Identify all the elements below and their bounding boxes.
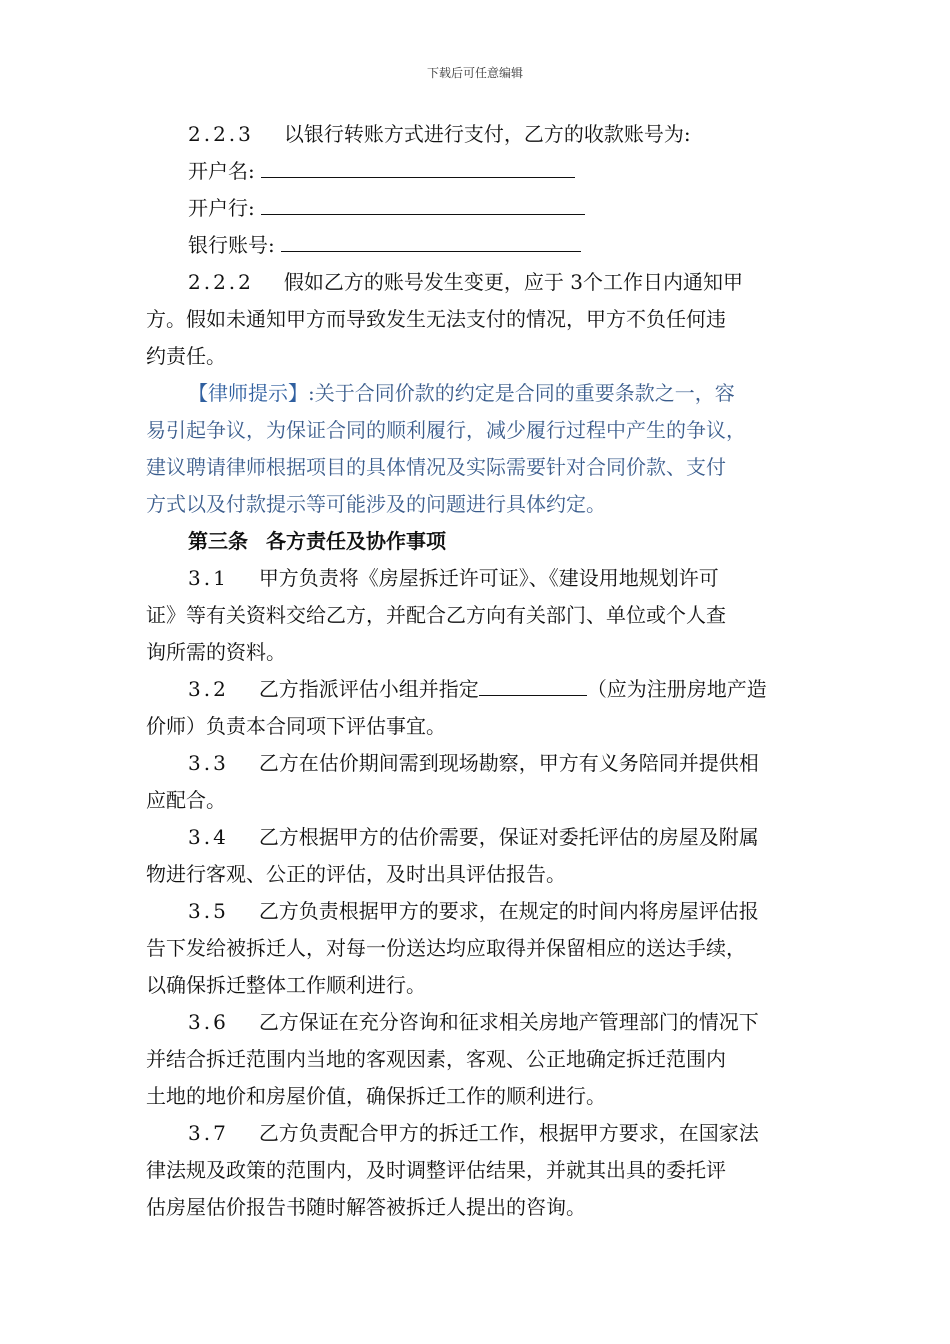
lawyer-tip-label: 【律师提示】 <box>188 381 308 405</box>
lawyer-tip <box>146 375 818 412</box>
bank-blank <box>261 190 585 215</box>
appraiser-blank <box>479 671 587 696</box>
clause-number: 3.2 <box>188 677 229 701</box>
clause-line: 乙方根据甲方的估价需要，保证对委托评估的房屋及附属 <box>258 825 759 849</box>
clause-line: 价师）负责本合同项下评估事宜。 <box>146 714 446 738</box>
clause-text: 以银行转账方式进行支付，乙方的收款账号为: <box>283 122 691 146</box>
clause-line: 乙方负责根据甲方的要求，在规定的时间内将房屋评估报 <box>258 899 759 923</box>
page-header: 下载后可任意编辑 <box>426 66 523 80</box>
article-3-heading <box>146 523 818 560</box>
clause-line: 乙方保证在充分咨询和征求相关房地产管理部门的情况下 <box>258 1010 759 1034</box>
clause-3-7 <box>146 1115 818 1152</box>
account-number-row <box>146 227 818 264</box>
account-name-blank <box>261 153 575 178</box>
clause-line: 应配合。 <box>146 788 226 812</box>
field-label: 银行账号: <box>188 233 275 257</box>
clause-line: 律法规及政策的范围内，及时调整评估结果，并就其出具的委托评 <box>146 1158 726 1182</box>
clause-number: 3.7 <box>188 1121 229 1145</box>
clause-line: 以确保拆迁整体工作顺利进行。 <box>146 973 426 997</box>
clause-line: 约责任。 <box>146 344 226 368</box>
clause-line: （应为注册房地产造 <box>586 677 767 701</box>
clause-line: 土地的地价和房屋价值，确保拆迁工作的顺利进行。 <box>146 1084 606 1108</box>
article-title: 第三条 <box>188 529 248 553</box>
bank-row <box>146 190 818 227</box>
clause-line: 证》等有关资料交给乙方，并配合乙方向有关部门、单位或个人查 <box>146 603 726 627</box>
clause-number: 3.6 <box>188 1010 229 1034</box>
document-body <box>146 116 818 1226</box>
clause-line: 乙方在估价期间需到现场勘察，甲方有义务陪同并提供相 <box>258 751 759 775</box>
clause-line: 并结合拆迁范围内当地的客观因素，客观、公正地确定拆迁范围内 <box>146 1047 726 1071</box>
field-label: 开户行: <box>188 196 255 220</box>
clause-line: 估房屋估价报告书随时解答被拆迁人提出的咨询。 <box>146 1195 586 1219</box>
clause-line: 告下发给被拆迁人，对每一份送达均应取得并保留相应的送达手续， <box>146 936 746 960</box>
clause-number: 3.5 <box>188 899 229 923</box>
clause-2-2-2 <box>146 264 818 301</box>
clause-2-2-3 <box>146 116 818 153</box>
clause-line: 假如乙方的账号发生变更，应于 3个工作日内通知甲 <box>283 270 743 294</box>
account-number-blank <box>281 227 581 252</box>
tip-line: :关于合同价款的约定是合同的重要条款之一，容 <box>308 381 735 405</box>
clause-line: 询所需的资料。 <box>146 640 286 664</box>
tip-line: 方式以及付款提示等可能涉及的问题进行具体约定。 <box>146 492 606 516</box>
clause-line: 方。假如未通知甲方而导致发生无法支付的情况，甲方不负任何违 <box>146 307 726 331</box>
tip-line: 易引起争议，为保证合同的顺利履行，减少履行过程中产生的争议， <box>146 418 746 442</box>
clause-3-6 <box>146 1004 818 1041</box>
clause-line: 乙方负责配合甲方的拆迁工作，根据甲方要求，在国家法 <box>258 1121 759 1145</box>
tip-line: 建议聘请律师根据项目的具体情况及实际需要针对合同价款、支付 <box>146 455 726 479</box>
field-label: 开户名: <box>188 159 255 183</box>
clause-number: 2.2.2 <box>188 270 254 294</box>
account-name-row <box>146 153 818 190</box>
clause-3-5 <box>146 893 818 930</box>
clause-number: 3.1 <box>188 566 229 590</box>
clause-line: 物进行客观、公正的评估，及时出具评估报告。 <box>146 862 566 886</box>
clause-line: 乙方指派评估小组并指定 <box>258 677 479 701</box>
clause-3-4 <box>146 819 818 856</box>
clause-3-3 <box>146 745 818 782</box>
clause-3-1 <box>146 560 818 597</box>
clause-number: 2.2.3 <box>188 122 254 146</box>
clause-number: 3.4 <box>188 825 229 849</box>
article-subtitle: 各方责任及协作事项 <box>266 529 446 553</box>
clause-3-2 <box>146 671 818 708</box>
clause-line: 甲方负责将《房屋拆迁许可证》、《建设用地规划许可 <box>258 566 719 590</box>
clause-number: 3.3 <box>188 751 229 775</box>
